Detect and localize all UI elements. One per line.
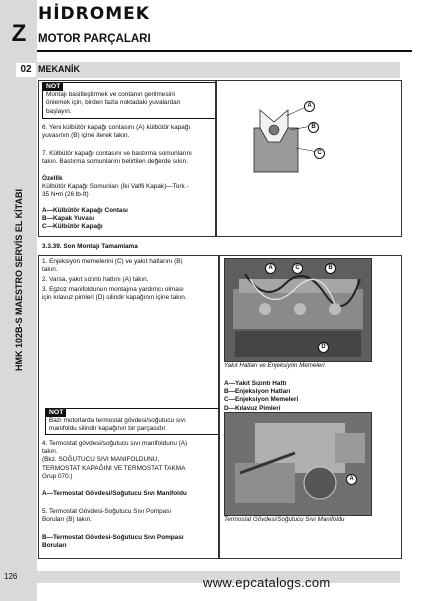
block1-legend: A—Külbütör Kapağı Contası B—Kapak Yuvası C—Külbütör Kapağı	[42, 207, 128, 231]
note-box-1	[42, 82, 216, 119]
callout-c: C	[314, 148, 325, 159]
watermark: www.epcatalogs.com	[203, 575, 331, 590]
callout-b: B	[325, 263, 336, 274]
page-number: 126	[4, 572, 18, 581]
step-2: 2. Varsa, yakıt sızıntı hattını (A) takın.	[42, 276, 149, 283]
callout-a: A	[346, 474, 357, 485]
step-6: 6. Yeni külbütör kapağı contasını (A) külbütör kapağı yuvasının (B) içine iterek takın.	[42, 124, 191, 140]
figure-caption-1: Yakıt Hatları ve Enjeksiyon Memeleri	[224, 362, 325, 369]
note-box-2: NOT Bazı motorlarda termostat gövdesi/soğutucu sıvı manifoldu silindir kapağının bir parçasıdır.	[45, 408, 219, 435]
step-5: 5. Termostat Gövdesi-Soğutucu Sıvı Pompası Boruları (B) takın.	[42, 508, 172, 524]
note-line: başlayın.	[46, 107, 72, 115]
figure-caption-2: Termostat Gövdesi/Soğutucu Sıvı Manifoldu	[224, 516, 345, 523]
callout-a: A	[304, 101, 315, 112]
note-line: Montajı basitleştirmek ve contanın gerilmesini	[46, 91, 175, 99]
callout-d: D	[318, 342, 329, 353]
side-label: HMK 102B-S MAESTRO SERVİS EL KİTABI	[14, 188, 24, 372]
chapter-title: MOTOR PARÇALARI	[38, 33, 151, 45]
sub-title: MEKANİK	[38, 64, 80, 74]
step-4: 4. Termostat gövdesi/soğutucu sıvı manifoldunu (A) takın. (Bkz. SOĞUTUCU SIVI MANIFOLDUNU, TERMOSTAT KAPAĞINI VE TERMOSTAT TAKMA Grup 070.)	[42, 440, 188, 480]
callout-c: C	[292, 263, 303, 274]
section-letter: Z	[11, 20, 27, 47]
spec: Özellik Külbütör Kapağı Somunları (İki Valfli Kapak)—Tork - 35 N•m (26 lb-ft)	[42, 175, 189, 199]
callout-b: B	[308, 122, 319, 133]
brand-logo: HİDROMEK	[38, 4, 150, 24]
callout-a: A	[265, 263, 276, 274]
step-3: 3. Egzoz manifoldunun montajına yardımcı olması için kılavuz pimleri (D) silindir kapağının içine takın.	[42, 286, 187, 302]
step-1: 1. Enjeksiyon memelerini (C) ve yakıt hatlarını (B) takın.	[42, 258, 183, 274]
note-heading: NOT	[46, 409, 66, 417]
engine-photo-thermostat	[224, 412, 372, 516]
note-line: önlemek için, birden fazla noktadaki yuvalardan	[46, 99, 181, 107]
step-7: 7. Külbütör kapağı contasını ve bastırma somunlarını takın. Bastırma somunlarını belirtilen değerde sıkın.	[42, 150, 192, 166]
section-title: 3.3.39. Son Montajı Tamamlama	[42, 243, 138, 250]
sub-number: 02	[16, 63, 36, 77]
gasket-diagram	[250, 100, 335, 175]
legend-4: A—Termostat Gövdesi/Soğutucu Sıvı Manifoldu	[42, 490, 187, 497]
legend-5: B—Termostat Gövdesi-Soğutucu Sıvı Pompası Boruları	[42, 534, 184, 550]
page-number-bar	[0, 571, 400, 583]
section2-legend: A—Yakıt Sızıntı Hattı B—Enjeksiyon Hatları C—Enjeksiyon Memeleri D—Kılavuz Pimleri	[224, 380, 299, 412]
note-heading: NOT	[43, 83, 63, 91]
chapter-rule	[37, 50, 412, 52]
